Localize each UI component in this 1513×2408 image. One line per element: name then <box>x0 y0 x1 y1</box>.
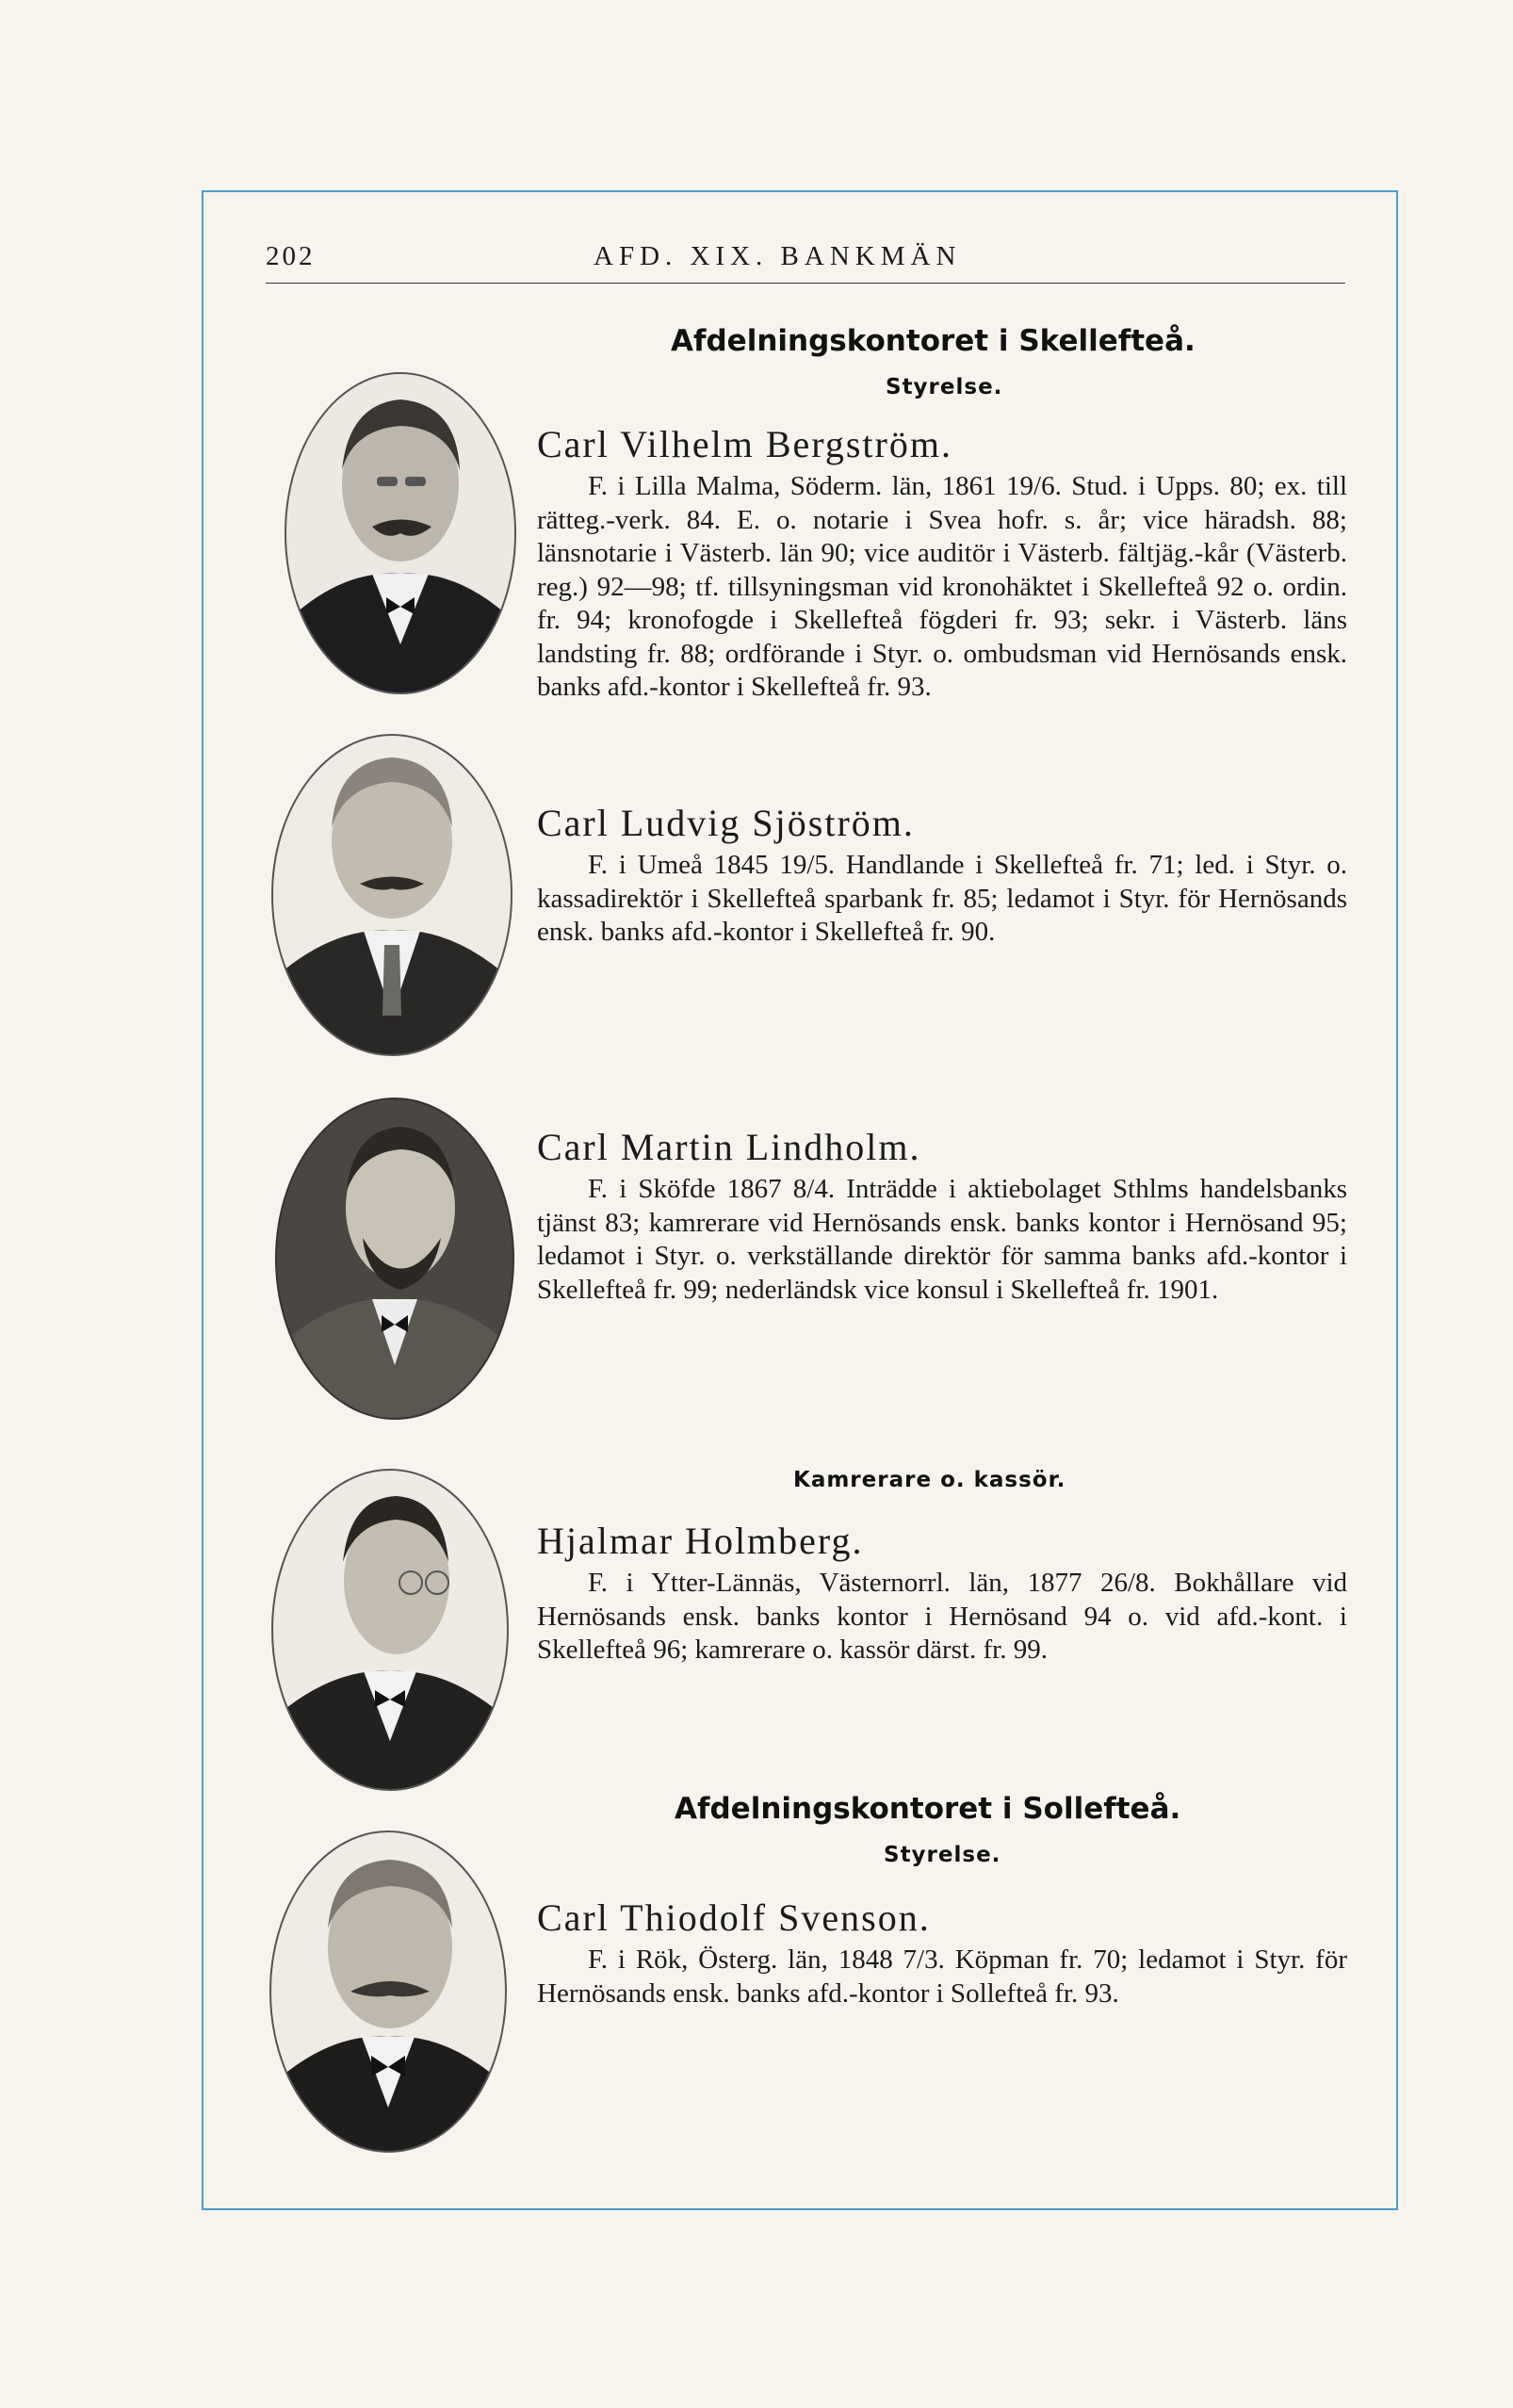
section-heading-skelleftea: Afdelningskontoret i Skellefteå. <box>671 324 1196 358</box>
biography-text: F. i Sköfde 1867 8/4. Inträdde i aktiebolaget Sthlms handelsbanks tjänst 83; kamrerare vid Hernösands ensk. banks kontor i Hernösand 95; ledamot i Styr. o. verkställande direktör för samma banks afd.-kontor i Skellefteå fr. 99; nederländsk vice konsul i Skellefteå fr. 1901. <box>537 1174 1347 1305</box>
section-subheading-styrelse-2: Styrelse. <box>884 1843 1001 1867</box>
portrait-sjostrom <box>269 733 512 1058</box>
person-name: Carl Martin Lindholm. <box>537 1126 921 1168</box>
entry-holmberg <box>537 1519 1347 1668</box>
person-name: Hjalmar Holmberg. <box>537 1520 864 1562</box>
entry-svenson <box>537 1895 1347 2010</box>
portrait-bergstrom <box>283 371 526 696</box>
person-name: Carl Vilhelm Bergström. <box>537 423 952 465</box>
biography-text: F. i Rök, Österg. län, 1848 7/3. Köpman fr. 70; ledamot i Styr. för Hernösands ensk. banks afd.-kontor i Sollefteå fr. 93. <box>537 1944 1347 2009</box>
entry-bergstrom <box>537 422 1347 705</box>
portrait-holmberg <box>269 1468 512 1793</box>
running-title: AFD. XIX. BANKMÄN <box>594 241 962 271</box>
biography-text: F. i Umeå 1845 19/5. Handlande i Skellefteå fr. 71; led. i Styr. o. kassadirektör i Skellefteå sparbank fr. 85; ledamot i Styr. för Hernösands ensk. banks afd.-kontor i Skellefteå fr. 90. <box>537 850 1347 947</box>
entry-sjostrom <box>537 801 1347 950</box>
person-name: Carl Ludvig Sjöström. <box>537 802 915 844</box>
section-subheading-kamrerare: Kamrerare o. kassör. <box>793 1468 1066 1492</box>
section-subheading-styrelse: Styrelse. <box>886 375 1003 399</box>
page-number: 202 <box>266 241 316 271</box>
entry-lindholm <box>537 1125 1347 1307</box>
running-header <box>266 236 1345 284</box>
portrait-svenson <box>268 1830 511 2155</box>
section-heading-solleftea: Afdelningskontoret i Sollefteå. <box>675 1792 1181 1826</box>
person-name: Carl Thiodolf Svenson. <box>537 1896 931 1939</box>
biography-text: F. i Ytter-Lännäs, Västernorrl. län, 1877 26/8. Bokhållare vid Hernösands ensk. banks kontor i Hernösand 94 o. vid afd.-kont. i Skellefteå 96; kamrerare o. kassör därst. fr. 99. <box>537 1568 1347 1665</box>
portrait-lindholm <box>273 1097 516 1422</box>
biography-text: F. i Lilla Malma, Söderm. län, 1861 19/6. Stud. i Upps. 80; ex. till rätteg.-verk. 84. E. o. notarie i Svea hofr. s. år; vice häradsh. 88; länsnotarie i Västerb. län 90; vice auditör i Västerb. fältjäg.-kår (Västerb. reg.) 92—98; tf. tillsyningsman vid kronohäktet i Skellefteå 92 o. ordin. fr. 94; kronofogde i Skellefteå fögderi fr. 93; sekr. i Västerb. läns landsting fr. 88; ordförande i Styr. o. ombudsman vid Hernösands ensk. banks afd.-kontor i Skellefteå fr. 93. <box>537 471 1347 702</box>
